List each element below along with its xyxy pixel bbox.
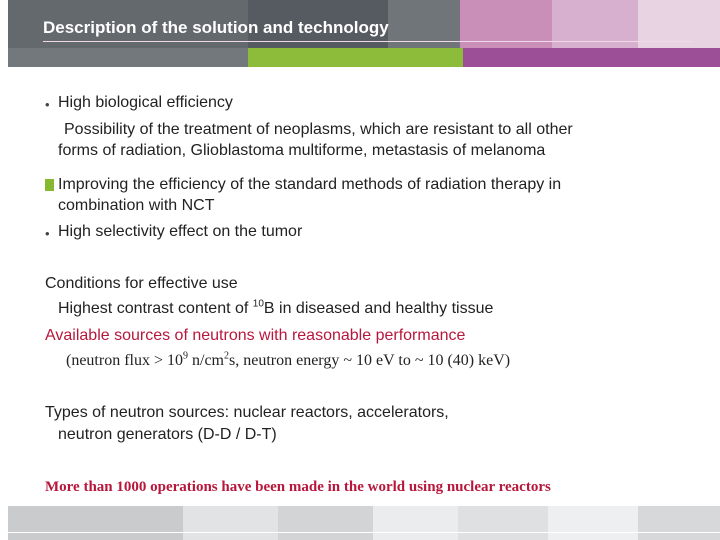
sources-line: Available sources of neutrons with reasonable performance	[45, 327, 466, 344]
bullet-dot-icon: •	[45, 97, 50, 112]
bullet-sub-line-2: forms of radiation, Glioblastoma multiforme, metastasis of melanoma	[58, 142, 546, 159]
footer-block-7	[638, 506, 720, 540]
footer-line	[8, 532, 720, 533]
footer-block-6	[548, 506, 638, 540]
flux-prefix: (neutron flux > 10	[66, 352, 183, 369]
contrast-line	[58, 300, 493, 318]
slide-title: Description of the solution and technology	[43, 18, 389, 37]
footer-block-5	[458, 506, 548, 540]
bullet-biological-efficiency: High biological efficiency	[58, 94, 233, 111]
title-underline	[43, 41, 693, 42]
flux-line	[66, 352, 510, 370]
footer-note: More than 1000 operations have been made in the world using nuclear reactors	[45, 479, 551, 495]
contrast-superscript: 10	[252, 298, 264, 310]
header-strip-purple	[463, 48, 720, 67]
footer-block-4	[373, 506, 458, 540]
bullet-sub-line-1: Possibility of the treatment of neoplasms, which are resistant to all other	[64, 121, 573, 138]
footer-block-2	[183, 506, 278, 540]
bullet-selectivity: High selectivity effect on the tumor	[58, 223, 303, 240]
header-strip-green	[248, 48, 463, 67]
flux-superscript-2: 2	[224, 350, 229, 362]
conditions-heading: Conditions for effective use	[45, 275, 238, 292]
bullet-efficiency-line-1: Improving the efficiency of the standard methods of radiation therapy in	[58, 176, 562, 193]
footer-band	[8, 506, 720, 540]
contrast-suffix: B in diseased and healthy tissue	[263, 300, 494, 317]
bullet-dot-icon: •	[45, 226, 50, 241]
flux-superscript: 9	[183, 350, 188, 362]
footer-block-3	[278, 506, 373, 540]
footer-block-1	[8, 506, 183, 540]
types-line-2: neutron generators (D-D / D-T)	[58, 426, 277, 443]
bullet-efficiency-line-2: combination with NCT	[58, 197, 215, 214]
contrast-prefix: Highest contrast content of	[58, 300, 253, 317]
types-line-1: Types of neutron sources: nuclear reactors, accelerators,	[45, 404, 449, 421]
flux-mid: n/cm	[188, 352, 224, 369]
green-square-icon	[45, 179, 54, 191]
header-strip-gray	[8, 48, 248, 67]
flux-suffix: s, neutron energy ~ 10 eV to ~ 10 (40) keV)	[229, 352, 511, 369]
